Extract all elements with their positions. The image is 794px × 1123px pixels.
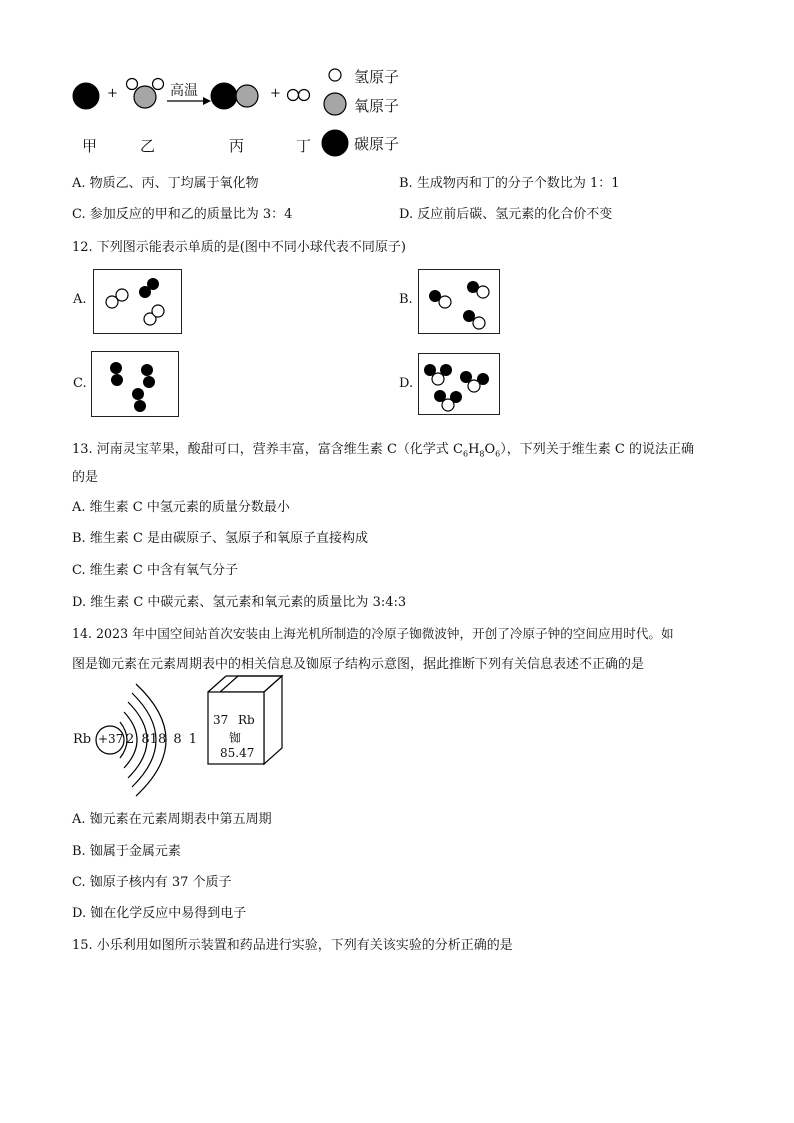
q12-label-d: D. — [399, 376, 414, 391]
plus-sign-1: + — [107, 86, 118, 101]
rb-nucleus-charge: +37 — [98, 732, 124, 746]
legend-hydrogen-label: 氢原子 — [354, 68, 400, 86]
q13-option-b: B. 维生素 C 是由碳原子、氢原子和氧原子直接构成 — [72, 531, 369, 546]
q12-label-a: A. — [73, 292, 87, 307]
q11-option-b: B. 生成物丙和丁的分子个数比为 1：1 — [399, 176, 620, 191]
label-jia: 甲 — [82, 137, 98, 155]
q12-label-c: C. — [73, 376, 87, 391]
label-yi: 乙 — [140, 137, 156, 155]
label-bing: 丙 — [229, 137, 245, 155]
q13-option-a: A. 维生素 C 中氢元素的质量分数最小 — [72, 500, 290, 515]
q13-stem-line2: 的是 — [72, 470, 99, 485]
q14-option-b: B. 铷属于金属元素 — [72, 844, 181, 859]
q14-option-c: C. 铷原子核内有 37 个质子 — [72, 875, 232, 890]
label-ding: 丁 — [296, 137, 312, 155]
q11-option-d: D. 反应前后碳、氢元素的化合价不变 — [399, 207, 613, 222]
q13-option-c: C. 维生素 C 中含有氧气分子 — [72, 563, 238, 578]
legend-oxygen-label: 氧原子 — [354, 97, 400, 115]
q11-option-a: A. 物质乙、丙、丁均属于氧化物 — [72, 176, 259, 191]
legend-carbon-label: 碳原子 — [354, 135, 400, 153]
reaction-condition: 高温 — [170, 83, 198, 99]
q12-label-b: B. — [399, 292, 413, 307]
rb-atom-symbol: Rb — [73, 732, 92, 747]
q14-stem-line1: 14. 2023 年中国空间站首次安装由上海光机所制造的冷原子铷微波钟，开创了冷原子钟的空间应用时代。如 — [72, 626, 674, 641]
q12-stem: 12. 下列图示能表示单质的是(图中不同小球代表不同原子) — [72, 240, 406, 255]
q14-option-a: A. 铷元素在元素周期表中第五周期 — [72, 812, 272, 827]
q15-stem: 15. 小乐利用如图所示装置和药品进行实验，下列有关该实验的分析正确的是 — [72, 938, 513, 953]
rb-atomic-number: 37 — [213, 713, 229, 727]
q13-stem-line1: 13. 河南灵宝苹果，酸甜可口，营养丰富，富含维生素 C（化学式 $C_6H_8O_6$），下列关于维生素 C 的说法正确 — [72, 442, 694, 459]
rb-element-name: 铷 — [229, 731, 242, 745]
plus-sign-2: + — [270, 86, 281, 101]
q14-stem-line2: 图是铷元素在元素周期表中的相关信息及铷原子结构示意图，据此推断下列有关信息表述不正确的是 — [72, 657, 645, 672]
rb-element-symbol: Rb — [238, 713, 255, 727]
rb-electron-shells: 2 818 8 1 — [126, 732, 198, 747]
q11-option-c: C. 参加反应的甲和乙的质量比为 3：4 — [72, 207, 293, 222]
q14-option-d: D. 铷在化学反应中易得到电子 — [72, 906, 247, 921]
q13-option-d: D. 维生素 C 中碳元素、氢元素和氧元素的质量比为 3:4:3 — [72, 595, 407, 610]
rb-atomic-mass: 85.47 — [220, 746, 255, 760]
